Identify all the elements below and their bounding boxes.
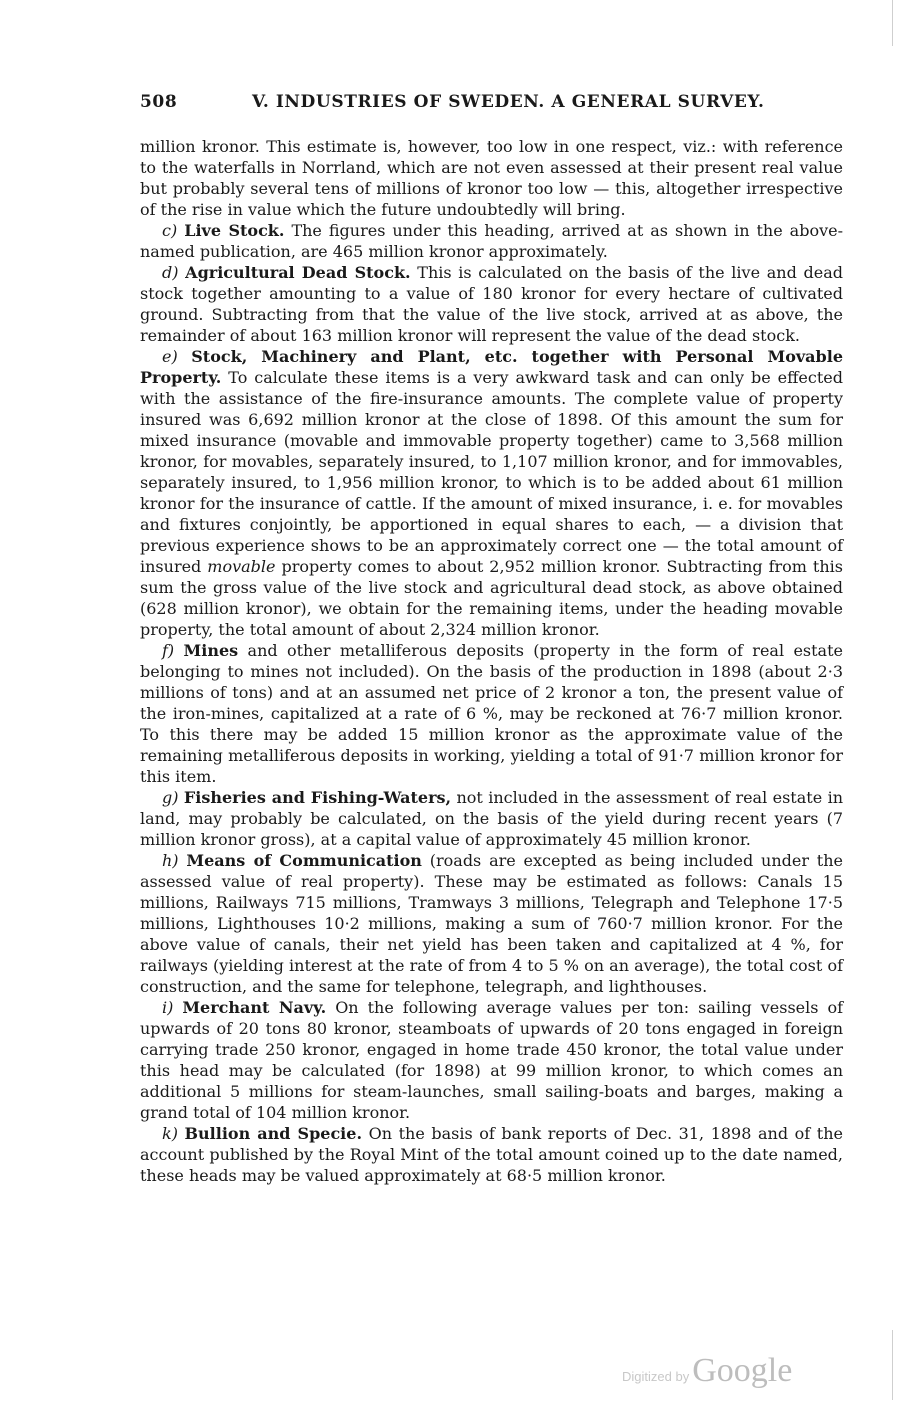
page-edge-line (892, 1330, 893, 1400)
section-marker: e) (162, 347, 178, 366)
section-i (140, 997, 843, 1123)
section-text: To calculate these items is a very awkward task and can only be effected with the assistance of the fire-insurance amounts. The complete value of property insured was 6,692 million kronor at the close of 1898. Of this amount the sum for mixed insurance (movable and immovable property together) came to 3,568 million kronor, for movables, separately insured, to 1,107 million kronor, and for immovables, separately insured, to 1,956 million kronor, to which is to be added about 61 million kronor for the insurance of cattle. If the amount of mixed insurance, i. e. for movables and fixtures conjointly, be apportioned in equal shares to each, — a division that previous experience shows to be an approximately correct one — the total amount of insured (140, 368, 843, 576)
emphasis-word: movable (207, 557, 276, 576)
section-text: This is calculated on the basis of the live and dead stock together amounting to a value of 180 kronor for every hectare of cultivated ground. Subtracting from that the value of the live stock, arrived at as above, the remainder of about 163 million kronor will represent the value of the dead stock. (140, 263, 843, 345)
section-heading: Agricultural Dead Stock. (185, 263, 411, 282)
section-g (140, 787, 843, 850)
section-marker: f) (162, 641, 175, 660)
body-text (140, 136, 843, 1186)
section-marker: g) (162, 788, 179, 807)
section-heading: Live Stock. (184, 221, 285, 240)
watermark-prefix: Digitized by (622, 1369, 690, 1384)
section-marker: d) (162, 263, 179, 282)
page (140, 92, 843, 1186)
section-text: not included in the assessment of real estate in land, may probably be calculated, on the basis of the yield during recent years (7 million kronor gross), at a capital value of approximately 45 million kronor. (140, 788, 843, 849)
running-title: V. INDUSTRIES OF SWEDEN. A GENERAL SURVEY. (252, 92, 765, 112)
paragraph-text: million kronor. This estimate is, however, too low in one respect, viz.: with reference to the waterfalls in Norrland, which are not even assessed at their present real value but probably several tens of millions of kronor too low — this, altogether irrespective of the rise in value which the future undoubtedly will bring. (140, 137, 843, 219)
section-marker: c) (162, 221, 178, 240)
section-text: On the basis of bank reports of Dec. 31, 1898 and of the account published by the Royal Mint of the total amount coined up to the date named, these heads may be valued approximately at 68·5 million kronor. (140, 1124, 843, 1185)
google-logo: Google (692, 1352, 793, 1389)
section-heading: Stock, Machinery and Plant, etc. together with Personal Movable Property. (140, 347, 843, 387)
section-marker: i) (162, 998, 174, 1017)
section-text: property comes to about 2,952 million kronor. Subtracting from this sum the gross value of the live stock and agricultural dead stock, as above obtained (628 million kronor), we obtain for the remaining items, under the heading movable property, the total amount of about 2,324 million kronor. (140, 557, 843, 639)
section-marker: h) (162, 851, 179, 870)
section-text: The figures under this heading, arrived at as shown in the above-named publication, are 465 million kronor approximately. (140, 221, 843, 261)
section-text: and other metalliferous deposits (property in the form of real estate belonging to mines not included). On the basis of the production in 1898 (about 2·3 millions of tons) and at an assumed net price of 2 kronor a ton, the present value of the iron-mines, capitalized at a rate of 6 %, may be reckoned at 76·7 million kronor. To this there may be added 15 million kronor as the approximate value of the remaining metalliferous deposits in working, yielding a total of 91·7 million kronor for this item. (140, 641, 843, 786)
section-h (140, 850, 843, 997)
section-heading: Means of Communication (186, 851, 422, 870)
paragraph-continued (140, 136, 843, 220)
section-d (140, 262, 843, 346)
section-heading: Merchant Navy. (182, 998, 327, 1017)
section-heading: Bullion and Specie. (184, 1124, 363, 1143)
section-c (140, 220, 843, 262)
section-marker: k) (162, 1124, 178, 1143)
section-text: (roads are excepted as being included under the assessed value of real property). These may be estimated as follows: Canals 15 millions, Railways 715 millions, Tramways 3 millions, Telegraph and Telephone 17·5 millions, Lighthouses 10·2 millions, making a sum of 760·7 million kronor. For the above value of canals, their net yield has been taken and capitalized at 4 %, for railways (yielding interest at the rate of from 4 to 5 % on an average), the total cost of construction, and the same for telephone, telegraph, and lighthouses. (140, 851, 844, 996)
section-k (140, 1123, 843, 1186)
digitized-watermark (622, 1352, 792, 1390)
running-header (140, 92, 843, 118)
section-e (140, 346, 843, 640)
section-f (140, 640, 843, 787)
page-edge-line (892, 0, 893, 46)
page-number: 508 (140, 92, 178, 112)
section-heading: Mines (183, 641, 239, 660)
section-text: On the following average values per ton: sailing vessels of upwards of 20 tons 80 kronor, steamboats of upwards of 20 tons engaged in foreign carrying trade 250 kronor, engaged in home trade 450 kronor, the total value under this head may be calculated (for 1898) at 99 million kronor, to which comes an additional 5 millions for steam-launches, small sailing-boats and barges, making a grand total of 104 million kronor. (140, 998, 844, 1122)
section-heading: Fisheries and Fishing-Waters, (183, 788, 452, 807)
